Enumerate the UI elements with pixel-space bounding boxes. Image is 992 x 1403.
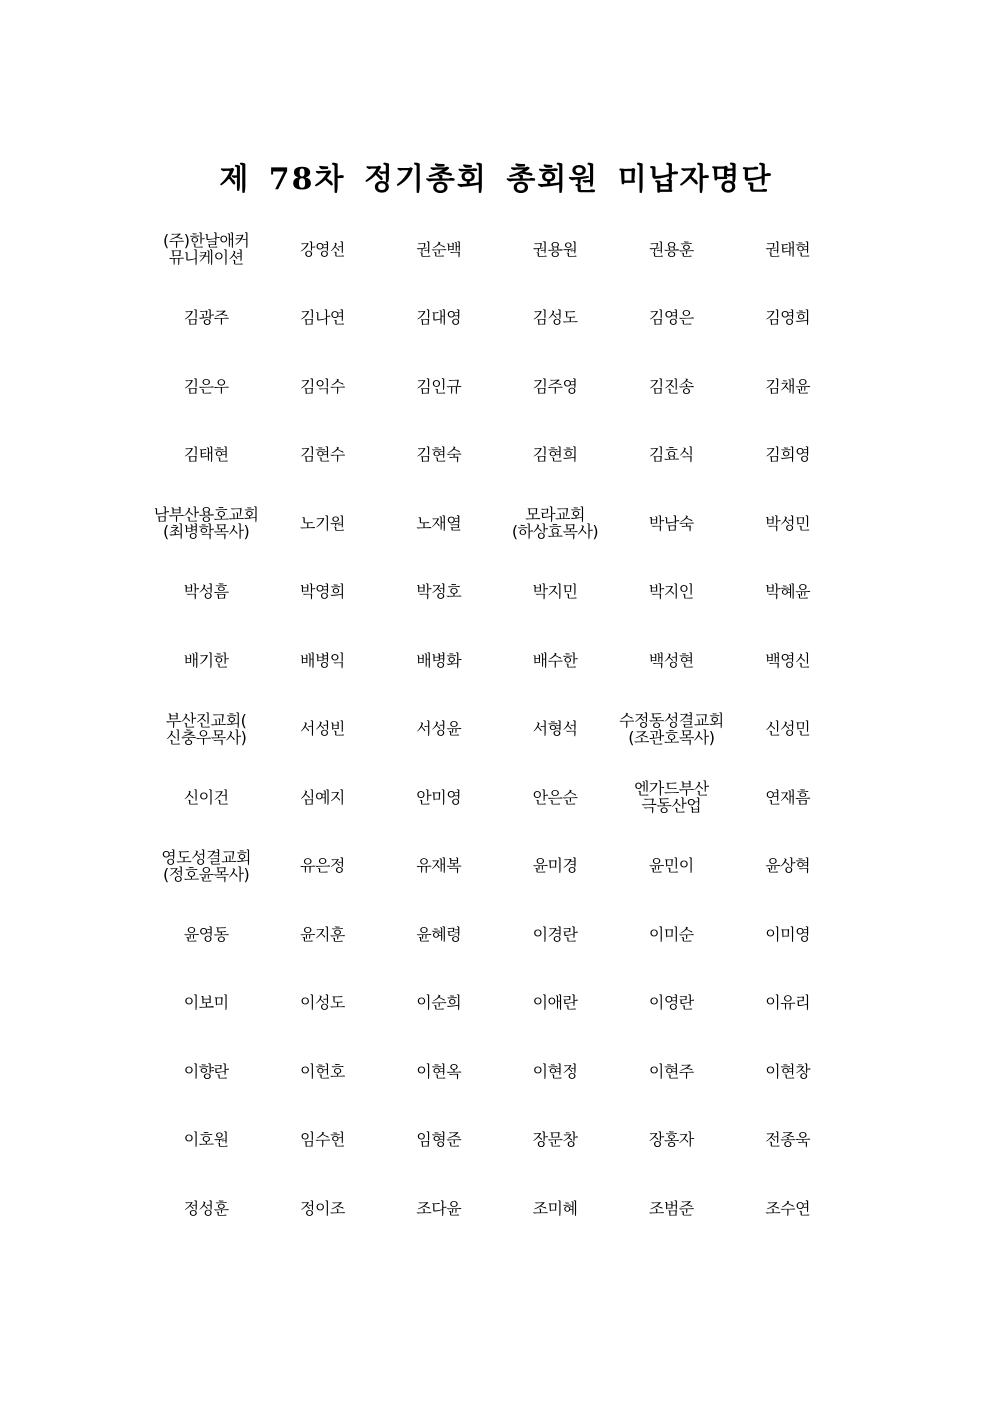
name-cell: 윤영동 [183,924,229,944]
name-cell: 유은정 [300,856,345,876]
name-cell: 김익수 [300,376,345,396]
name-cell: 권용원 [532,239,578,259]
name-cell: 권태현 [765,239,811,259]
name-cell: 박남숙 [648,513,694,533]
name-cell: 이현정 [532,1061,578,1081]
name-cell: 안은순 [532,787,578,807]
name-cell: 윤미경 [532,856,578,876]
name-cell: 박성민 [765,513,811,533]
name-cell: 정성훈 [183,1198,229,1218]
name-cell: 김영희 [765,308,811,328]
name-cell: 임수헌 [300,1130,345,1150]
name-cell: 김현수 [300,445,345,465]
name-cell: 신이건 [183,787,229,807]
name-cell: 이보미 [183,993,229,1013]
name-cell: 안미영 [416,787,462,807]
name-cell: 권용훈 [648,239,694,259]
name-cell: 배기한 [183,650,229,670]
name-cell: 이향란 [183,1061,229,1081]
name-cell: 조다윤 [416,1198,462,1218]
name-cell: 전종욱 [765,1130,811,1150]
name-cell: 이미순 [648,924,694,944]
name-cell: 수정동성결교회 (조관호목사) [618,710,724,747]
name-cell: 이현주 [648,1061,694,1081]
name-cell: 조미혜 [532,1198,578,1218]
name-cell: 윤민이 [648,856,694,876]
name-cell: 윤상혁 [765,856,811,876]
name-cell: 정이조 [300,1198,345,1218]
name-cell: 노기원 [300,513,345,533]
name-cell: 이현옥 [416,1061,462,1081]
name-cell: 김주영 [532,376,578,396]
name-cell: 배병익 [300,650,345,670]
name-cell: 서성윤 [416,719,462,739]
name-cell: 이호원 [183,1130,229,1150]
name-cell: 박영희 [300,582,345,602]
name-cell: 이경란 [532,924,578,944]
name-cell: 이순희 [416,993,462,1013]
name-cell: 서형석 [532,719,578,739]
name-cell: 백영신 [765,650,811,670]
name-cell: 백성현 [648,650,694,670]
name-cell: 윤혜령 [416,924,462,944]
name-cell: 윤지훈 [300,924,345,944]
name-cell: 박성흠 [183,582,229,602]
name-cell: 이헌호 [300,1061,345,1081]
name-grid [148,215,846,1243]
name-cell: 영도성결교회 (정호윤목사) [161,847,252,884]
name-cell: 이유리 [765,993,811,1013]
name-cell: 이성도 [300,993,345,1013]
name-cell: 배수한 [532,650,578,670]
name-cell: 노재열 [416,513,462,533]
page-title: 제 78차 정기총회 총회원 미납자명단 [219,162,773,197]
name-cell: 조범준 [648,1198,694,1218]
name-cell: 김태현 [183,445,229,465]
name-cell: 조수연 [765,1198,811,1218]
name-cell: 남부산용호교회 (최병학목사) [153,505,259,542]
name-cell: 김효식 [648,445,694,465]
name-cell: 박지민 [532,582,578,602]
name-cell: 김채윤 [765,376,811,396]
name-cell: 김인규 [416,376,462,396]
name-cell: 박혜윤 [765,582,811,602]
name-cell: 유재복 [416,856,462,876]
name-cell: 권순백 [416,239,462,259]
name-cell: 모라교회 (하상효목사) [511,505,599,542]
name-cell: 김현희 [532,445,578,465]
name-cell: 김진송 [648,376,694,396]
name-cell: 김현숙 [416,445,462,465]
name-cell: 김희영 [765,445,811,465]
name-cell: 이애란 [532,993,578,1013]
name-cell: (주)한날애커 뮤니케이션 [163,231,250,268]
name-cell: 부산진교회( 신충우목사) [165,710,247,747]
name-cell: 김성도 [532,308,578,328]
name-cell: 강영선 [300,239,345,259]
name-cell: 이미영 [765,924,811,944]
name-cell: 서성빈 [300,719,345,739]
name-cell: 이영란 [648,993,694,1013]
name-cell: 임형준 [416,1130,462,1150]
name-cell: 심예지 [300,787,345,807]
name-cell: 김광주 [183,308,229,328]
name-cell: 엔가드부산 극동산업 [633,779,709,816]
name-cell: 박정호 [416,582,462,602]
name-cell: 김영은 [648,308,694,328]
name-cell: 김은우 [183,376,229,396]
name-cell: 이현창 [765,1061,811,1081]
name-cell: 김나연 [300,308,345,328]
name-cell: 연재흠 [765,787,811,807]
name-cell: 장문창 [532,1130,578,1150]
name-cell: 신성민 [765,719,811,739]
name-cell: 장홍자 [648,1130,694,1150]
name-cell: 김대영 [416,308,462,328]
name-cell: 배병화 [416,650,462,670]
name-cell: 박지인 [648,582,694,602]
